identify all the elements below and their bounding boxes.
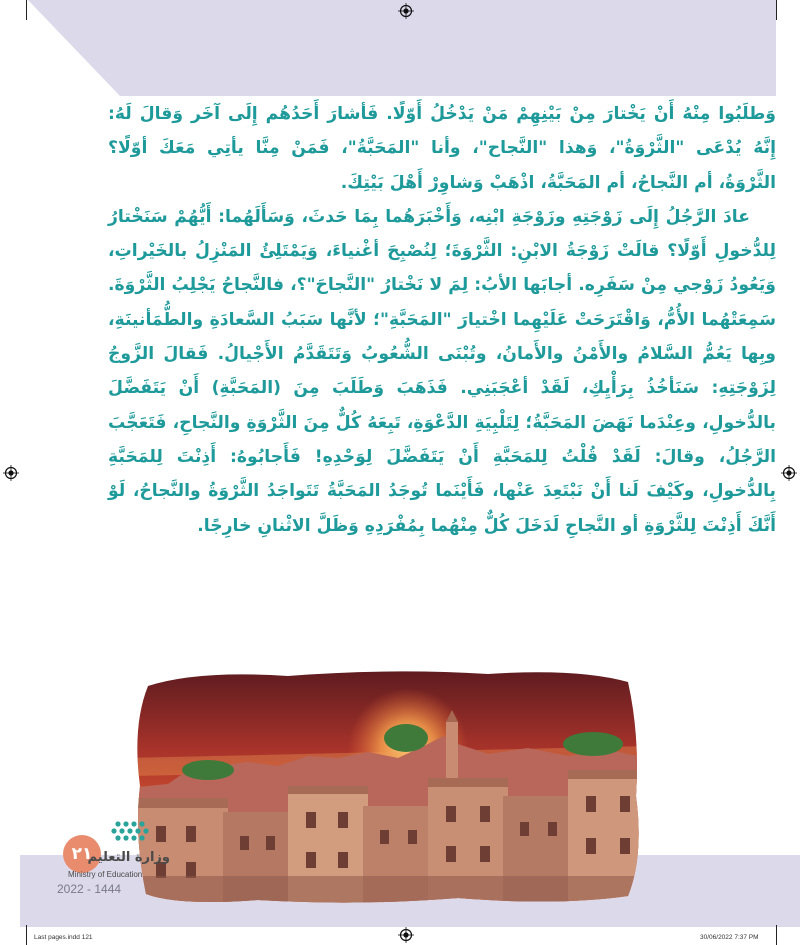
crop-mark: [26, 0, 27, 20]
slug-file-name: Last pages.indd 121: [34, 934, 93, 941]
sunset-city-illustration: [128, 666, 648, 906]
story-paragraph: عادَ الرَّجُلُ إِلَى زَوْجَتِهِ وزَوْجَةِ ابْنِه، وَأَخْبَرَهُما بِمَا حَدثَ، وَسَأَلَهُما: أَيُّهُمْ سَنَخْتارُ لِلدُّخولِ أَوّلًا؟ قالَتْ زَوْجَةُ الابْنِ: الثَّرْوَةَ؛ لِنُصْبِحَ أغْنياءَ، وَيَمْتَلِئُ المَنْزِلُ بالخَيْراتِ، وَيَعُودُ زَوْجي مِنْ سَفَرِه. أجابَها الأبُ: لِمَ لا نَخْتارُ "النَّجاحَ"؟، فالنَّجاحُ يَجْلِبُ الثَّرْوَةَ. سَمِعَتْهُما الأُمُّ، وَاقْتَرَحَتْ عَلَيْهِما اخْتيارَ "المَحَبَّةِ"؛ لأنَّها سَبَبُ السَّعادَةِ والطُّمَأنينَةِ، وبِها يَعُمُّ السَّلامُ والأَمْنُ والأَمانُ، وتُبْنَى الشُّعُوبُ وَتَتَقَدَّمُ الأَجْيالُ. فَقالَ الزَّوجُ لِزَوْجَتِهِ: سَنَأخُذُ بِرَأْيِكِ، لَقَدْ أعْجَبَنِي. فَذَهَبَ وَطَلَبَ مِنَ (المَحَبَّةِ) أَنْ يَتَفَضَّلَ بالدُّخولِ، وعِنْدَما نَهَضَ المَحَبَّةُ؛ لِتَلْبِيَةِ الدَّعْوَةِ، تَبِعَهُ كُلٌّ مِنَ الثَّرْوَةِ والنَّجاحِ، فَتَعَجَّبَ الرَّجُلُ، وقالَ: لَقَدْ قُلْتُ لِلمَحَبَّةِ أَنْ يَتَفَضَّلَ لِوَحْدِهِ! فَأَجابُوهُ: أَذِنْتَ لِلمَحَبَّةِ بِالدُّخولِ، وكَيْفَ لَنا أَنْ نَبْتَعِدَ عَنْها، فَأَيْنَما تُوجَدُ المَحَبَّةُ تَتَواجَدُ الثَّرْوَةُ والنَّجاحُ، لَوْ أَنَّكَ أَذِنْتَ لِلثَّرْوَةِ أو النَّجاحِ لَدَخَلَ كُلٌّ مِنْهُما بِمُفْرَدِهِ وَظَلَّ الاثْنانِ خارِجًا.: [108, 206, 776, 536]
page-number-badge: ٢١: [63, 835, 101, 873]
crop-mark: [776, 0, 777, 20]
edition-year: 2022 - 1444: [57, 882, 122, 896]
ministry-name-english: Ministry of Education: [68, 870, 143, 879]
story-text: [108, 97, 776, 543]
registration-mark-icon: [398, 927, 414, 943]
ministry-name-arabic: وزارة التعليم: [87, 850, 170, 865]
story-paragraph: وَطلَبُوا مِنْهُ أَنْ يَخْتارَ مِنْ بَيْنِهِمْ مَنْ يَدْخُلُ أَوّلًا. فَأشارَ أَحَدُهُم إِلَى آخَر وَقالَ لَهُ: إِنَّهُ يُدْعَى "الثَّرْوَةُ"، وَهذا "النَّجاح"، وأنا "المَحَبَّةُ"، فَمَنْ مِنَّا يأتِي مَعَكَ أوّلًا؟ الثَّرْوَةُ، أم النَّجاحُ، أم المَحَبَّةُ، اذْهَبْ وَشاوِرْ أَهْلَ بَيْتِكَ.: [108, 104, 776, 193]
registration-mark-icon: [781, 465, 797, 481]
registration-mark-icon: [3, 465, 19, 481]
slug-date: 30/06/2022 7:37 PM: [700, 934, 759, 941]
registration-mark-icon: [398, 3, 414, 19]
crop-mark: [26, 925, 27, 945]
crop-mark: [776, 925, 777, 945]
